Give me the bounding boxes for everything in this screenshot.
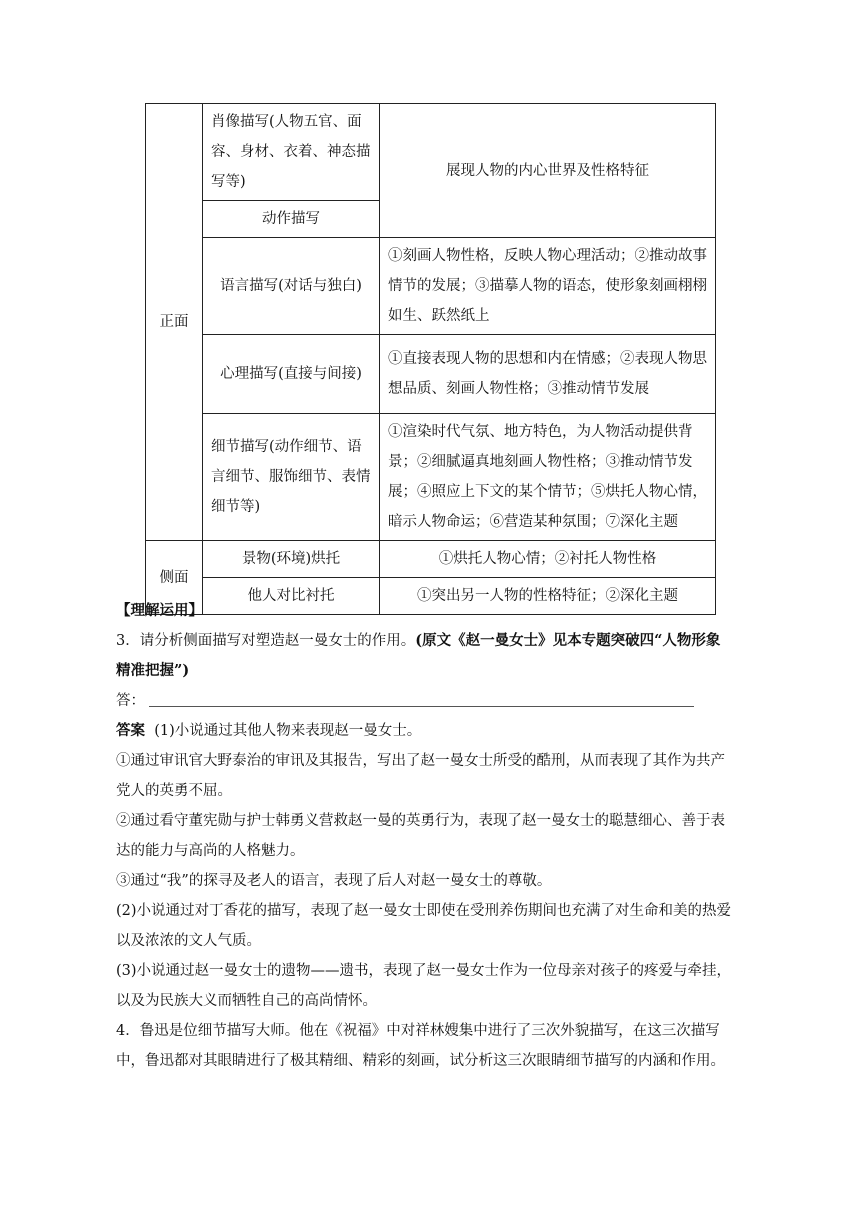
question-3-text: 3．请分析侧面描写对塑造赵一曼女士的作用。 — [116, 633, 416, 649]
question-4: 4．鲁迅是位细节描写大师。他在《祝福》中对祥林嫂集中进行了三次外貌描写，在这三次描写中，鲁迅都对其眼睛进行了极其精细、精彩的刻画，试分析这三次眼睛细节描写的内涵和作用。 — [116, 1023, 725, 1069]
category-side: 侧面 — [146, 541, 203, 615]
answer-underline — [149, 688, 694, 707]
method-action: 动作描写 — [203, 201, 380, 238]
answer-line-2: ①通过审讯官大野泰治的审讯及其报告，写出了赵一曼女士所受的酷刑，从而表现了其作为共产党人的英勇不屈。 — [116, 753, 725, 799]
question-3-source: (原文《赵一曼女士》见本专题突破四“人物形象 精准把握”) — [116, 632, 735, 679]
exercise-section — [116, 596, 736, 1076]
method-detail: 细节描写(动作细节、语言细节、服饰细节、表情细节等) — [203, 414, 380, 541]
effect-portrait-action: 展现人物的内心世界及性格特征 — [380, 104, 716, 238]
description-methods-table — [145, 103, 716, 615]
effect-scenery: ①烘托人物心情；②衬托人物性格 — [380, 541, 716, 578]
section-title: 【理解运用】 — [116, 602, 203, 619]
method-psychological: 心理描写(直接与间接) — [203, 335, 380, 414]
effect-contrast: ①突出另一人物的性格特征；②深化主题 — [380, 578, 716, 615]
effect-detail: ①渲染时代气氛、地方特色，为人物活动提供背景；②细腻逼真地刻画人物性格；③推动情节发展；④照应上下文的某个情节；⑤烘托人物心情，暗示人物命运；⑥营造某种氛围；⑦深化主题 — [380, 414, 716, 541]
effect-psychological: ①直接表现人物的思想和内在情感；②表现人物思想品质、刻画人物性格；③推动情节发展 — [380, 335, 716, 414]
answer-line-3: ②通过看守董宪勋与护士韩勇义营救赵一曼的英勇行为，表现了赵一曼女士的聪慧细心、善于表达的能力与高尚的人格魅力。 — [116, 813, 725, 859]
answer-line-4: ③通过“我”的探寻及老人的语言，表现了后人对赵一曼女士的尊敬。 — [116, 873, 552, 889]
method-scenery: 景物(环境)烘托 — [203, 541, 380, 578]
answer-text-1: (1)小说通过其他人物来表现赵一曼女士。 — [154, 723, 422, 739]
answer-line-1 — [116, 716, 736, 746]
effect-language: ①刻画人物性格，反映人物心理活动；②推动故事情节的发展；③描摹人物的语态，使形象刻画栩栩如生、跃然纸上 — [380, 238, 716, 335]
method-contrast: 他人对比衬托 — [203, 578, 380, 615]
answer-prompt: 答： — [116, 693, 145, 709]
question-3 — [116, 626, 736, 686]
answer-line-5: (2)小说通过对丁香花的描写，表现了赵一曼女士即使在受刑养伤期间也充满了对生命和美的热爱以及浓浓的文人气质。 — [116, 903, 732, 949]
category-front: 正面 — [146, 104, 203, 541]
answer-line-6: (3)小说通过赵一曼女士的遗物——遗书，表现了赵一曼女士作为一位母亲对孩子的疼爱与牵挂，以及为民族大义而牺牲自己的高尚情怀。 — [116, 963, 732, 1009]
method-portrait: 肖像描写(人物五官、面容、身材、衣着、神态描写等) — [203, 104, 380, 201]
answer-label: 答案 — [116, 722, 145, 739]
answer-blank-line — [116, 686, 736, 716]
method-language: 语言描写(对话与独白) — [203, 238, 380, 335]
